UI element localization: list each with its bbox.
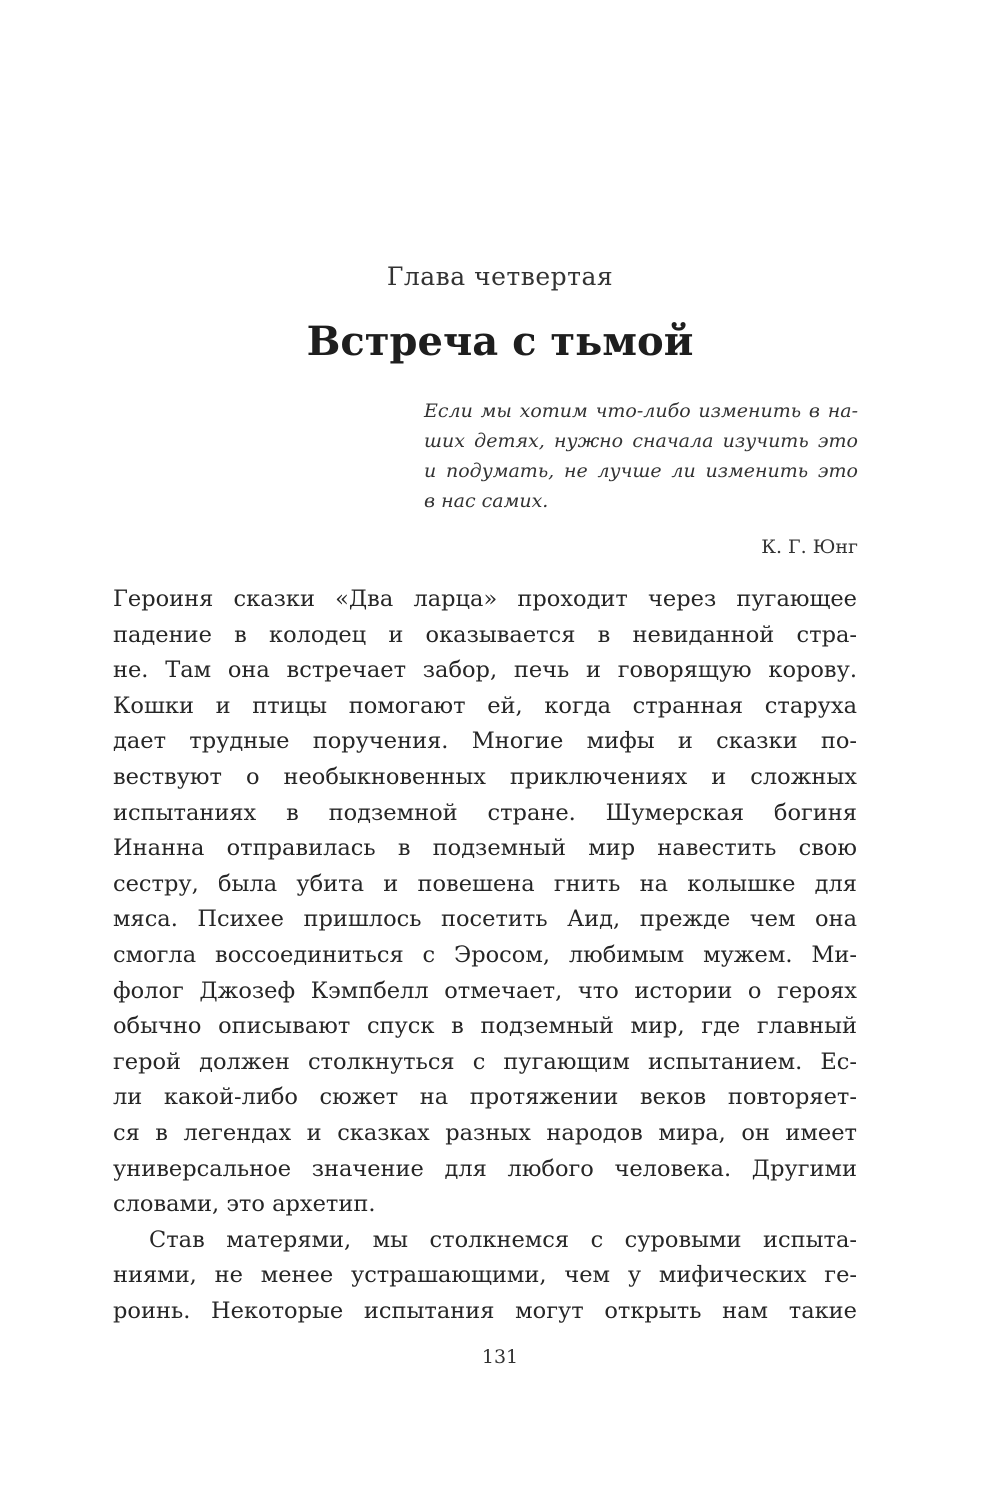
body-line: ся в легендах и сказках разных народов мира, он имеет [113,1119,857,1146]
epigraph-author: К. Г. Юнг [761,536,858,558]
chapter-title: Встреча с тьмой [306,318,694,365]
body-text [113,582,857,1329]
epigraph-line: в нас самих. [424,490,549,512]
body-line: сестру, была убита и повешена гнить на колышке для [113,870,857,897]
body-line: не. Там она встречает забор, печь и говорящую корову. [113,657,857,684]
body-line: герой должен столкнуться с пугающим испытанием. Ес- [113,1048,857,1075]
body-line: ли какой-либо сюжет на протяжении веков повторяет- [113,1084,857,1111]
body-line: Инанна отправилась в подземный мир навестить свою [113,835,857,862]
body-line: словами, это архетип. [113,1191,376,1218]
body-line: смогла воссоединиться с Эросом, любимым мужем. Ми- [113,941,857,968]
epigraph-line: и подумать, не лучше ли изменить это [424,460,858,482]
body-line: ниями, не менее устрашающими, чем у мифических ге- [113,1262,857,1289]
page-number: 131 [481,1346,519,1368]
body-line: дает трудные поручения. Многие мифы и сказки по- [113,728,857,755]
body-line: падение в колодец и оказывается в невиданной стра- [113,621,857,648]
epigraph-line: Если мы хотим что-либо изменить в на- [424,400,858,422]
body-line: роинь. Некоторые испытания могут открыть нам такие [113,1297,857,1324]
body-line: Став матерями, мы столкнемся с суровыми испыта- [149,1226,857,1253]
body-line: мяса. Психее пришлось посетить Аид, прежде чем она [113,906,857,933]
body-line: вествуют о необыкновенных приключениях и сложных [113,763,857,790]
chapter-label: Глава четвертая [386,262,614,291]
body-line: универсальное значение для любого человека. Другими [113,1155,857,1182]
body-line: испытаниях в подземной стране. Шумерская богиня [113,799,857,826]
body-line: Героиня сказки «Два ларца» проходит через пугающее [113,586,857,612]
body-line: фолог Джозеф Кэмпбелл отмечает, что истории о героях [113,977,857,1004]
epigraph [424,396,858,562]
body-line: Кошки и птицы помогают ей, когда странная старуха [113,692,857,719]
epigraph-line: ших детях, нужно сначала изучить это [424,430,858,452]
body-line: обычно описывают спуск в подземный мир, где главный [113,1013,857,1040]
